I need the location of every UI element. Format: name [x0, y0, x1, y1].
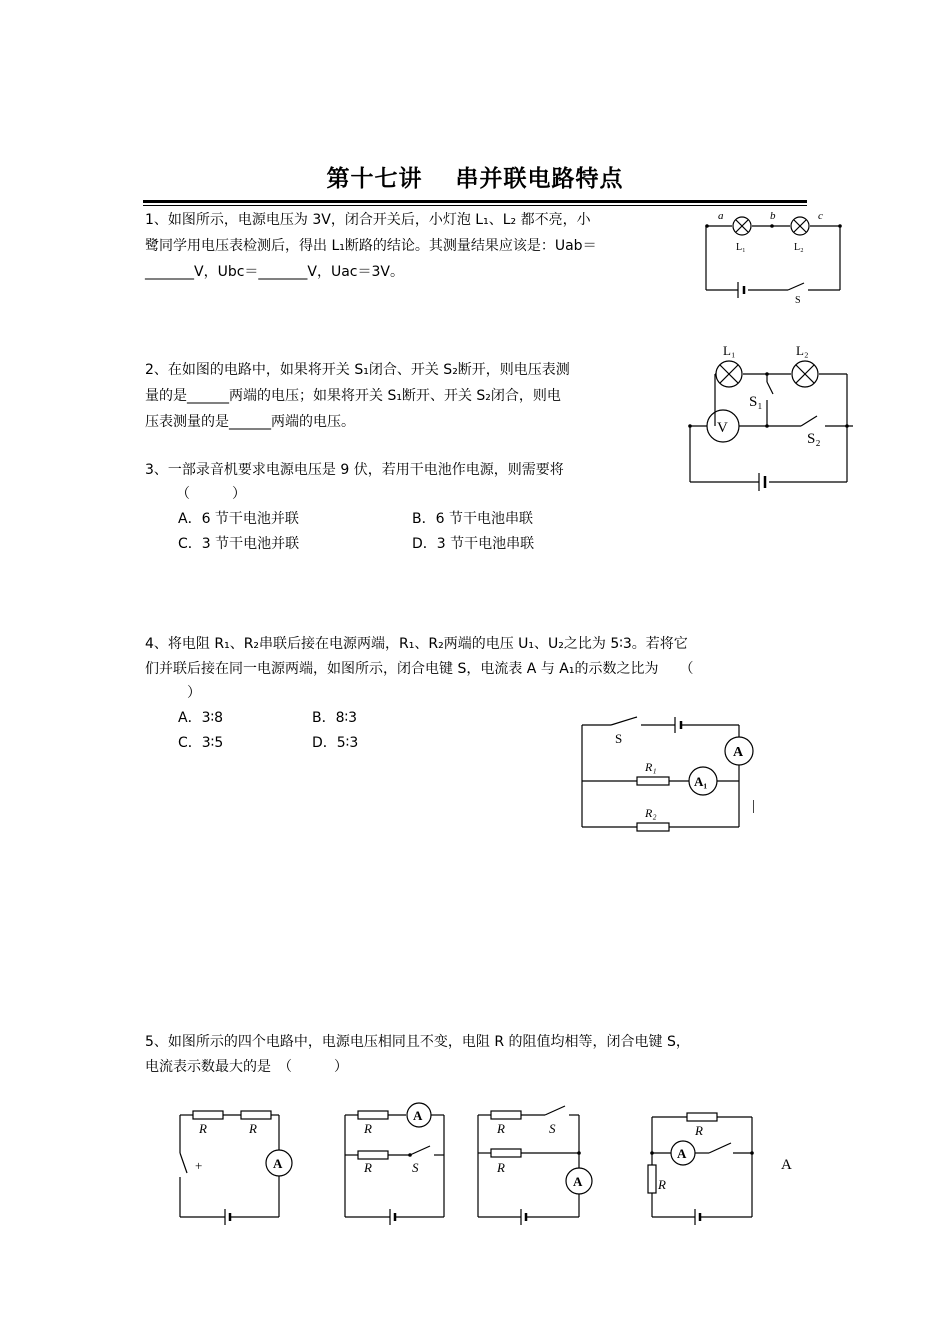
q2-label-v: V [717, 420, 728, 436]
q5c3-label-r1: R [497, 1121, 505, 1136]
q5c1-label-r2: R [249, 1121, 257, 1136]
q2-circuit-diagram [685, 342, 855, 497]
q4-label-a1: A₁ [694, 774, 708, 789]
q5-line2: 电流表示数最大的是 （ ） [145, 1059, 348, 1075]
q4-line2: 们并联后接在同一电源两端，如图所示，闭合电键 S，电流表 A 与 A₁的示数之比为 （ [145, 661, 694, 677]
q3-option-b: B．6 节干电池串联 [412, 511, 533, 527]
q4-option-b: B．8∶3 [312, 710, 358, 726]
q5c3-label-a: A [573, 1174, 583, 1189]
q1-label-c: c [818, 210, 823, 222]
title-rule-thin [143, 205, 807, 206]
q5c2-label-r2: R [364, 1160, 372, 1175]
q5c3-label-r2: R [497, 1160, 505, 1175]
q5-circuit-1 [175, 1105, 295, 1225]
q2-label-s1: S₁ [749, 394, 763, 410]
stray-label-a: A [781, 1157, 792, 1173]
page-title: 第十七讲 串并联电路特点 [326, 166, 624, 192]
q4-label-r1: R₁ [645, 760, 657, 774]
q4-label-s: S [615, 731, 623, 746]
q2-line3: 压表测量的是______两端的电压。 [145, 414, 355, 430]
q2-label-l2: L₂ [796, 343, 809, 358]
q1-line3: _______V，Ubc＝_______V，Uac＝3V。 [145, 264, 404, 280]
q4-option-d: D．5∶3 [312, 735, 359, 751]
stray-mark: | [752, 798, 756, 814]
q5-circuit-4 [645, 1105, 760, 1225]
q3-option-d: D．3 节干电池串联 [412, 536, 535, 552]
q4-line3: ） [145, 685, 201, 701]
q5c2-label-a: A [413, 1108, 423, 1123]
q2-label-l1: L₁ [723, 343, 736, 358]
q3-option-a: A．6 节干电池并联 [178, 511, 299, 527]
q4-option-c: C．3∶5 [178, 735, 224, 751]
q5c4-label-a: A [677, 1146, 687, 1161]
q3-line1: 3、一部录音机要求电源电压是 9 伏，若用干电池作电源，则需要将 [145, 462, 564, 478]
q1-label-s: S [795, 295, 801, 306]
q5-line1: 5、如图所示的四个电路中，电源电压相同且不变，电阻 R 的阻值均相等，闭合电键 S， [145, 1034, 690, 1050]
q2-line2: 量的是______两端的电压；如果将开关 S₁断开、开关 S₂闭合，则电 [145, 388, 561, 404]
q3-line2: （ ） [176, 486, 246, 502]
q4-label-r2: R₂ [645, 806, 657, 820]
q3-option-c: C．3 节干电池并联 [178, 536, 300, 552]
q2-label-s2: S₂ [807, 431, 821, 447]
q1-circuit-diagram [700, 208, 850, 308]
q5-circuit-3 [473, 1100, 598, 1225]
q2-line1: 2、在如图的电路中，如果将开关 S₁闭合、开关 S₂断开，则电压表测 [145, 362, 570, 378]
q5c3-label-s: S [549, 1121, 556, 1136]
q5-circuit-2 [340, 1100, 455, 1225]
q5c4-label-r2: R [658, 1177, 666, 1192]
q5c4-label-r1: R [695, 1123, 703, 1138]
q1-label-b: b [770, 210, 776, 222]
q1-label-a: a [718, 210, 724, 222]
q4-line1: 4、将电阻 R₁、R₂串联后接在电源两端，R₁、R₂两端的电压 U₁、U₂之比为 5∶3。若将它 [145, 636, 688, 652]
q5c1-label-plus: + [195, 1158, 203, 1173]
q1-line2: 鹭同学用电压表检测后，得出 L₁断路的结论。其测量结果应该是：Uab＝ [145, 238, 597, 254]
q1-label-l1: L₁ [736, 242, 746, 253]
q5c2-label-r1: R [364, 1121, 372, 1136]
q4-label-a: A [733, 745, 744, 760]
q5c1-label-a: A [273, 1156, 283, 1171]
q1-label-l2: L₂ [794, 242, 804, 253]
q1-line1: 1、如图所示，电源电压为 3V，闭合开关后，小灯泡 L₁、L₂ 都不亮，小 [145, 212, 591, 228]
title-rule-thick [143, 200, 807, 203]
q5c2-label-s: S [412, 1160, 419, 1175]
q4-option-a: A．3∶8 [178, 710, 224, 726]
q5c1-label-r1: R [199, 1121, 207, 1136]
q4-circuit-diagram [575, 715, 765, 835]
